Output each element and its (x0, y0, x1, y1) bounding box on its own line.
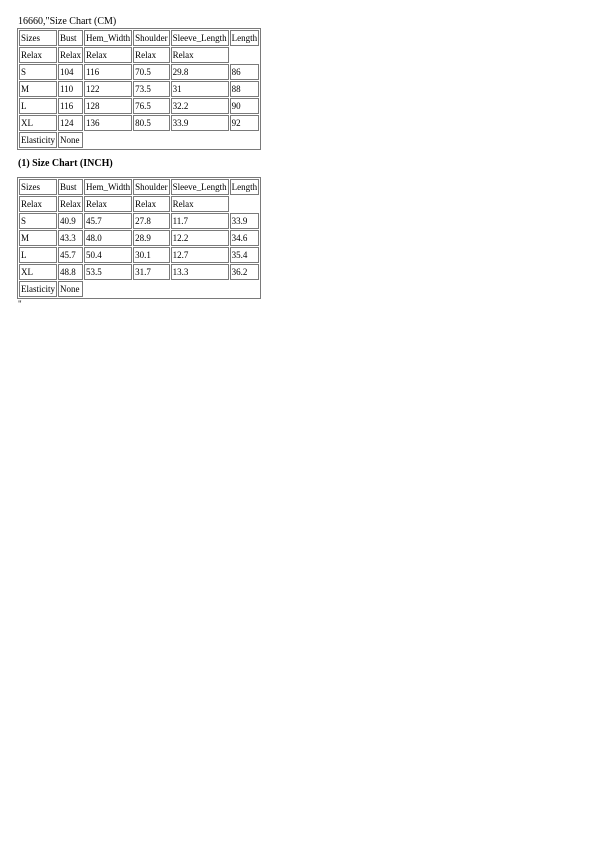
elasticity-row (19, 132, 259, 148)
elasticity-row (19, 281, 259, 297)
table-header-row (19, 30, 259, 46)
table-cell: 31 (171, 81, 229, 97)
table-cell: S (19, 64, 57, 80)
table-cell: 76.5 (133, 98, 170, 114)
table-cell: 35.4 (230, 247, 260, 263)
table-cell: L (19, 247, 57, 263)
fit-cell: Relax (84, 196, 132, 212)
table-cell: 116 (58, 98, 83, 114)
table-header-row (19, 179, 259, 195)
table-cell: 45.7 (58, 247, 83, 263)
table-cell: 90 (230, 98, 260, 114)
table-cell: 12.7 (171, 247, 229, 263)
fit-cell: Relax (58, 196, 83, 212)
page-title: 16660,"Size Chart (CM) (18, 16, 117, 27)
empty-cell (230, 281, 260, 297)
table-cell: L (19, 98, 57, 114)
empty-cell (171, 132, 229, 148)
elasticity-value: None (58, 281, 83, 297)
empty-cell (133, 281, 170, 297)
empty-cell (84, 132, 132, 148)
table-cell: 34.6 (230, 230, 260, 246)
table-cell: 40.9 (58, 213, 83, 229)
table-cell: 36.2 (230, 264, 260, 280)
table-row (19, 81, 259, 97)
header-cell-shoulder: Shoulder (133, 179, 170, 195)
table-row (19, 247, 259, 263)
fit-cell: Relax (171, 47, 229, 63)
fit-cell: Relax (84, 47, 132, 63)
table-cell: 31.7 (133, 264, 170, 280)
header-cell-length: Length (230, 30, 260, 46)
document-page (18, 16, 578, 309)
table-cell: 92 (230, 115, 260, 131)
header-cell-sleeve-length: Sleeve_Length (171, 179, 229, 195)
table-row (19, 115, 259, 131)
fit-cell: Relax (171, 196, 229, 212)
fit-cell: Relax (58, 47, 83, 63)
header-cell-hem-width: Hem_Width (84, 30, 132, 46)
table-cell: 88 (230, 81, 260, 97)
header-cell-bust: Bust (58, 179, 83, 195)
header-cell-sizes: Sizes (19, 179, 57, 195)
table-cell: M (19, 81, 57, 97)
trailing-quote-mark: " (18, 299, 22, 309)
table-cell: 27.8 (133, 213, 170, 229)
header-cell-length: Length (230, 179, 260, 195)
table-cell: M (19, 230, 57, 246)
table-cell: 70.5 (133, 64, 170, 80)
size-chart-inch-table (17, 177, 261, 299)
table-cell: 50.4 (84, 247, 132, 263)
table-cell: S (19, 213, 57, 229)
table-cell: 28.9 (133, 230, 170, 246)
table-cell: 110 (58, 81, 83, 97)
table-cell: 80.5 (133, 115, 170, 131)
table-cell: 33.9 (171, 115, 229, 131)
table-cell: 43.3 (58, 230, 83, 246)
table-cell: 11.7 (171, 213, 229, 229)
empty-cell (230, 47, 260, 63)
elasticity-label: Elasticity (19, 132, 57, 148)
empty-cell (171, 281, 229, 297)
table-row (19, 98, 259, 114)
header-cell-sleeve-length: Sleeve_Length (171, 30, 229, 46)
table-cell: 48.0 (84, 230, 132, 246)
table-cell: 122 (84, 81, 132, 97)
table-cell: XL (19, 264, 57, 280)
fit-row (19, 196, 259, 212)
fit-row (19, 47, 259, 63)
table-cell: 128 (84, 98, 132, 114)
table-cell: 33.9 (230, 213, 260, 229)
header-cell-hem-width: Hem_Width (84, 179, 132, 195)
table-cell: 136 (84, 115, 132, 131)
empty-cell (230, 196, 260, 212)
table-cell: 48.8 (58, 264, 83, 280)
table-cell: 124 (58, 115, 83, 131)
table-cell: 12.2 (171, 230, 229, 246)
empty-cell (84, 281, 132, 297)
table-cell: 13.3 (171, 264, 229, 280)
header-cell-bust: Bust (58, 30, 83, 46)
table-row (19, 213, 259, 229)
header-cell-sizes: Sizes (19, 30, 57, 46)
table-cell: 104 (58, 64, 83, 80)
section-heading-inch: (1) Size Chart (INCH) (18, 158, 113, 169)
fit-cell: Relax (133, 196, 170, 212)
table-cell: 30.1 (133, 247, 170, 263)
fit-cell: Relax (19, 196, 57, 212)
table-cell: 116 (84, 64, 132, 80)
elasticity-value: None (58, 132, 83, 148)
table-cell: 53.5 (84, 264, 132, 280)
table-row (19, 264, 259, 280)
table-cell: XL (19, 115, 57, 131)
table-cell: 29.8 (171, 64, 229, 80)
header-cell-shoulder: Shoulder (133, 30, 170, 46)
table-row (19, 230, 259, 246)
empty-cell (133, 132, 170, 148)
empty-cell (230, 132, 260, 148)
size-chart-cm-table (17, 28, 261, 150)
fit-cell: Relax (19, 47, 57, 63)
table-cell: 73.5 (133, 81, 170, 97)
elasticity-label: Elasticity (19, 281, 57, 297)
fit-cell: Relax (133, 47, 170, 63)
table-row (19, 64, 259, 80)
table-cell: 45.7 (84, 213, 132, 229)
table-cell: 86 (230, 64, 260, 80)
table-cell: 32.2 (171, 98, 229, 114)
